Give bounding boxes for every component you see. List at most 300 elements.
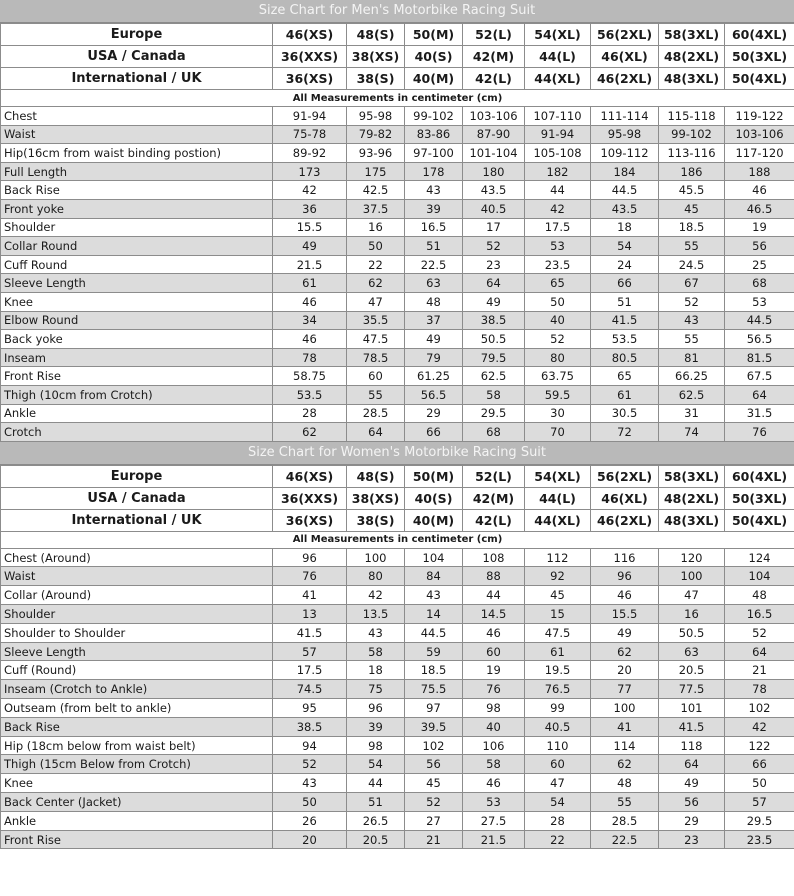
measurement-value: 120 [659, 548, 725, 567]
measurement-label: Cuff (Round) [1, 661, 273, 680]
measurement-value: 175 [347, 162, 405, 181]
measurement-value: 56 [659, 793, 725, 812]
measurement-value: 47 [525, 774, 591, 793]
measurement-value: 41 [591, 717, 659, 736]
size-header-cell: 52(L) [463, 465, 525, 487]
measurement-value: 74 [659, 423, 725, 442]
measurement-value: 29.5 [725, 811, 794, 830]
measurement-value: 54 [525, 793, 591, 812]
measurement-value: 57 [725, 793, 794, 812]
size-header-cell: 44(XL) [525, 68, 591, 90]
measurement-value: 95 [273, 699, 347, 718]
measurement-value: 19.5 [525, 661, 591, 680]
size-header-cell: 50(M) [405, 24, 463, 46]
measurement-value: 56 [405, 755, 463, 774]
measurement-value: 101 [659, 699, 725, 718]
measurement-value: 76.5 [525, 680, 591, 699]
measurement-value: 42 [347, 586, 405, 605]
size-header-cell: 48(3XL) [659, 68, 725, 90]
measurement-value: 22 [525, 830, 591, 849]
measurement-value: 98 [347, 736, 405, 755]
measurement-value: 24.5 [659, 255, 725, 274]
measurement-value: 23 [659, 830, 725, 849]
measurement-value: 55 [659, 237, 725, 256]
measurement-value: 41 [273, 586, 347, 605]
measurement-value: 42.5 [347, 181, 405, 200]
measurement-label: Outseam (from belt to ankle) [1, 699, 273, 718]
measurement-value: 17.5 [273, 661, 347, 680]
measurement-row [1, 274, 794, 293]
measurement-value: 18 [347, 661, 405, 680]
measurement-value: 56.5 [405, 385, 463, 404]
measurement-value: 81.5 [725, 348, 794, 367]
size-header-cell: 50(4XL) [725, 68, 794, 90]
measurement-value: 60 [347, 367, 405, 386]
measurement-value: 80.5 [591, 348, 659, 367]
men-size-chart [0, 0, 794, 442]
measurement-value: 116 [591, 548, 659, 567]
measurement-value: 61 [273, 274, 347, 293]
measurement-value: 26 [273, 811, 347, 830]
measurement-row [1, 199, 794, 218]
measurement-value: 103-106 [725, 125, 794, 144]
size-header-cell: 38(S) [347, 68, 405, 90]
measurement-value: 96 [273, 548, 347, 567]
measurement-value: 44.5 [591, 181, 659, 200]
measurement-row [1, 385, 794, 404]
measurement-value: 48 [405, 292, 463, 311]
measurement-value: 21 [405, 830, 463, 849]
size-header-cell: 36(XXS) [273, 46, 347, 68]
measurement-value: 53 [463, 793, 525, 812]
measurement-label: Inseam (Crotch to Ankle) [1, 680, 273, 699]
measurement-value: 37.5 [347, 199, 405, 218]
measurement-value: 16.5 [405, 218, 463, 237]
measurement-value: 100 [591, 699, 659, 718]
measurement-value: 80 [347, 567, 405, 586]
size-header-cell: 60(4XL) [725, 465, 794, 487]
measurement-value: 50 [525, 292, 591, 311]
measurement-row [1, 830, 794, 849]
size-header-row [1, 465, 794, 487]
measurement-value: 27.5 [463, 811, 525, 830]
measurement-value: 28.5 [347, 404, 405, 423]
measurement-value: 46.5 [725, 199, 794, 218]
women-chart-title: Size Chart for Women's Motorbike Racing Suit [0, 442, 794, 465]
size-header-row [1, 487, 794, 509]
measurement-value: 24 [591, 255, 659, 274]
measurement-value: 101-104 [463, 144, 525, 163]
measurement-value: 112 [525, 548, 591, 567]
measurement-label: Collar Round [1, 237, 273, 256]
measurement-row [1, 699, 794, 718]
women-size-chart [0, 442, 794, 850]
measurement-value: 22.5 [591, 830, 659, 849]
size-header-cell: 42(L) [463, 68, 525, 90]
measurement-value: 53.5 [273, 385, 347, 404]
measurement-row [1, 144, 794, 163]
measurement-value: 103-106 [463, 107, 525, 126]
measurement-label: Knee [1, 292, 273, 311]
measurement-value: 113-116 [659, 144, 725, 163]
size-header-row [1, 509, 794, 531]
measurement-value: 67 [659, 274, 725, 293]
measurement-row [1, 755, 794, 774]
measurement-label: Shoulder [1, 218, 273, 237]
measurement-value: 72 [591, 423, 659, 442]
measurement-value: 62 [591, 755, 659, 774]
size-header-cell: 44(XL) [525, 509, 591, 531]
measurement-row [1, 237, 794, 256]
measurement-value: 30 [525, 404, 591, 423]
women-size-table [0, 465, 794, 850]
measurement-value: 63 [659, 642, 725, 661]
measurement-value: 16 [659, 605, 725, 624]
size-header-cell: 38(XS) [347, 46, 405, 68]
measurement-row [1, 586, 794, 605]
measurement-value: 23 [463, 255, 525, 274]
measurement-row [1, 125, 794, 144]
measurement-value: 45 [405, 774, 463, 793]
measurement-value: 26.5 [347, 811, 405, 830]
measurement-value: 14.5 [463, 605, 525, 624]
measurement-value: 77 [591, 680, 659, 699]
measurement-row [1, 367, 794, 386]
measurement-value: 13 [273, 605, 347, 624]
units-note: All Measurements in centimeter (cm) [1, 531, 794, 548]
measurement-label: Hip (18cm below from waist belt) [1, 736, 273, 755]
measurement-row [1, 292, 794, 311]
measurement-value: 84 [405, 567, 463, 586]
size-header-cell: 48(2XL) [659, 46, 725, 68]
measurement-value: 99-102 [405, 107, 463, 126]
measurement-value: 98 [463, 699, 525, 718]
measurement-value: 108 [463, 548, 525, 567]
measurement-value: 28 [273, 404, 347, 423]
measurement-value: 114 [591, 736, 659, 755]
size-system-label: USA / Canada [1, 487, 273, 509]
measurement-value: 46 [273, 330, 347, 349]
measurement-row [1, 404, 794, 423]
measurement-value: 41.5 [591, 311, 659, 330]
measurement-value: 28.5 [591, 811, 659, 830]
size-header-cell: 44(L) [525, 487, 591, 509]
measurement-value: 92 [525, 567, 591, 586]
measurement-value: 46 [273, 292, 347, 311]
measurement-value: 59 [405, 642, 463, 661]
measurement-value: 78.5 [347, 348, 405, 367]
measurement-value: 44 [347, 774, 405, 793]
measurement-value: 23.5 [725, 830, 794, 849]
measurement-value: 43 [405, 586, 463, 605]
measurement-value: 64 [347, 423, 405, 442]
measurement-value: 16 [347, 218, 405, 237]
measurement-value: 21 [725, 661, 794, 680]
measurement-value: 31 [659, 404, 725, 423]
measurement-label: Thigh (15cm Below from Crotch) [1, 755, 273, 774]
measurement-value: 48 [725, 586, 794, 605]
measurement-value: 58 [463, 385, 525, 404]
size-header-cell: 50(4XL) [725, 509, 794, 531]
measurement-value: 50.5 [659, 623, 725, 642]
measurement-value: 45 [659, 199, 725, 218]
measurement-value: 54 [347, 755, 405, 774]
measurement-value: 43 [273, 774, 347, 793]
measurement-value: 49 [591, 623, 659, 642]
measurement-value: 79 [405, 348, 463, 367]
measurement-value: 46 [463, 774, 525, 793]
measurement-value: 48 [591, 774, 659, 793]
measurement-value: 28 [525, 811, 591, 830]
measurement-value: 61 [591, 385, 659, 404]
measurement-value: 76 [273, 567, 347, 586]
size-header-cell: 36(XXS) [273, 487, 347, 509]
measurement-value: 46 [725, 181, 794, 200]
measurement-value: 22.5 [405, 255, 463, 274]
measurement-value: 91-94 [273, 107, 347, 126]
size-header-cell: 40(S) [405, 487, 463, 509]
measurement-value: 43 [405, 181, 463, 200]
measurement-value: 100 [347, 548, 405, 567]
measurement-value: 43.5 [463, 181, 525, 200]
measurement-value: 15 [525, 605, 591, 624]
size-header-cell: 46(XL) [591, 46, 659, 68]
measurement-value: 119-122 [725, 107, 794, 126]
measurement-value: 66 [725, 755, 794, 774]
measurement-value: 20 [273, 830, 347, 849]
size-header-cell: 54(XL) [525, 465, 591, 487]
measurement-label: Inseam [1, 348, 273, 367]
measurement-value: 66.25 [659, 367, 725, 386]
measurement-value: 51 [347, 793, 405, 812]
measurement-value: 53.5 [591, 330, 659, 349]
size-header-cell: 42(M) [463, 46, 525, 68]
measurement-label: Hip(16cm from waist binding postion) [1, 144, 273, 163]
size-header-cell: 46(XS) [273, 24, 347, 46]
measurement-value: 96 [591, 567, 659, 586]
measurement-value: 62 [273, 423, 347, 442]
measurement-value: 91-94 [525, 125, 591, 144]
size-header-cell: 48(S) [347, 465, 405, 487]
measurement-value: 15.5 [591, 605, 659, 624]
measurement-label: Back Rise [1, 181, 273, 200]
size-header-row [1, 68, 794, 90]
measurement-value: 19 [725, 218, 794, 237]
measurement-value: 21.5 [273, 255, 347, 274]
measurement-row [1, 567, 794, 586]
measurement-value: 50 [273, 793, 347, 812]
measurement-value: 43 [659, 311, 725, 330]
measurement-value: 66 [405, 423, 463, 442]
measurement-value: 64 [725, 642, 794, 661]
measurement-value: 52 [525, 330, 591, 349]
measurement-value: 56 [725, 237, 794, 256]
measurement-value: 93-96 [347, 144, 405, 163]
size-header-cell: 38(XS) [347, 487, 405, 509]
size-header-cell: 50(3XL) [725, 46, 794, 68]
measurement-value: 49 [405, 330, 463, 349]
measurement-value: 55 [591, 793, 659, 812]
measurement-value: 186 [659, 162, 725, 181]
measurement-value: 115-118 [659, 107, 725, 126]
measurement-label: Shoulder to Shoulder [1, 623, 273, 642]
measurement-value: 102 [725, 699, 794, 718]
measurement-value: 36 [273, 199, 347, 218]
measurement-value: 43.5 [591, 199, 659, 218]
measurement-row [1, 218, 794, 237]
measurement-value: 124 [725, 548, 794, 567]
measurement-label: Front Rise [1, 830, 273, 849]
measurement-value: 52 [463, 237, 525, 256]
measurement-value: 188 [725, 162, 794, 181]
measurement-value: 99-102 [659, 125, 725, 144]
measurement-value: 96 [347, 699, 405, 718]
size-header-cell: 52(L) [463, 24, 525, 46]
measurement-value: 180 [463, 162, 525, 181]
measurement-value: 55 [347, 385, 405, 404]
measurement-value: 25 [725, 255, 794, 274]
measurement-label: Chest [1, 107, 273, 126]
measurement-value: 27 [405, 811, 463, 830]
size-header-row [1, 46, 794, 68]
measurement-row [1, 811, 794, 830]
measurement-label: Back Rise [1, 717, 273, 736]
measurement-value: 65 [591, 367, 659, 386]
size-header-cell: 58(3XL) [659, 465, 725, 487]
size-header-cell: 60(4XL) [725, 24, 794, 46]
measurement-label: Back yoke [1, 330, 273, 349]
measurement-value: 47 [659, 586, 725, 605]
measurement-label: Elbow Round [1, 311, 273, 330]
measurement-value: 20.5 [347, 830, 405, 849]
measurement-value: 17 [463, 218, 525, 237]
measurement-label: Collar (Around) [1, 586, 273, 605]
measurement-value: 21.5 [463, 830, 525, 849]
size-header-cell: 54(XL) [525, 24, 591, 46]
measurement-value: 83-86 [405, 125, 463, 144]
measurement-value: 44 [525, 181, 591, 200]
size-system-label: Europe [1, 465, 273, 487]
measurement-value: 15.5 [273, 218, 347, 237]
measurement-value: 64 [659, 755, 725, 774]
measurement-value: 47.5 [347, 330, 405, 349]
measurement-value: 23.5 [525, 255, 591, 274]
measurement-value: 49 [273, 237, 347, 256]
size-header-cell: 46(2XL) [591, 509, 659, 531]
measurement-row [1, 661, 794, 680]
measurement-value: 50.5 [463, 330, 525, 349]
measurement-label: Front Rise [1, 367, 273, 386]
measurement-value: 46 [591, 586, 659, 605]
measurement-value: 182 [525, 162, 591, 181]
measurement-value: 65 [525, 274, 591, 293]
measurement-value: 54 [591, 237, 659, 256]
size-header-cell: 56(2XL) [591, 465, 659, 487]
measurement-value: 184 [591, 162, 659, 181]
measurement-value: 53 [525, 237, 591, 256]
measurement-value: 57 [273, 642, 347, 661]
measurement-value: 62 [347, 274, 405, 293]
measurement-value: 89-92 [273, 144, 347, 163]
measurement-value: 42 [525, 199, 591, 218]
measurement-value: 42 [725, 717, 794, 736]
measurement-row [1, 330, 794, 349]
measurement-value: 40 [463, 717, 525, 736]
measurement-value: 29 [659, 811, 725, 830]
measurement-value: 109-112 [591, 144, 659, 163]
measurement-value: 34 [273, 311, 347, 330]
measurement-value: 61.25 [405, 367, 463, 386]
measurement-value: 80 [525, 348, 591, 367]
measurement-value: 60 [463, 642, 525, 661]
measurement-value: 78 [273, 348, 347, 367]
measurement-value: 75 [347, 680, 405, 699]
size-header-cell: 36(XS) [273, 509, 347, 531]
measurement-value: 46 [463, 623, 525, 642]
measurement-label: Ankle [1, 811, 273, 830]
size-header-cell: 58(3XL) [659, 24, 725, 46]
measurement-value: 68 [463, 423, 525, 442]
measurement-value: 118 [659, 736, 725, 755]
measurement-value: 105-108 [525, 144, 591, 163]
measurement-value: 106 [463, 736, 525, 755]
measurement-value: 18.5 [659, 218, 725, 237]
measurement-value: 55 [659, 330, 725, 349]
size-system-label: USA / Canada [1, 46, 273, 68]
measurement-value: 95-98 [347, 107, 405, 126]
measurement-row [1, 605, 794, 624]
measurement-row [1, 717, 794, 736]
measurement-value: 67.5 [725, 367, 794, 386]
measurement-value: 20.5 [659, 661, 725, 680]
measurement-value: 62 [591, 642, 659, 661]
measurement-value: 87-90 [463, 125, 525, 144]
measurement-value: 62.5 [463, 367, 525, 386]
measurement-value: 29.5 [463, 404, 525, 423]
measurement-value: 117-120 [725, 144, 794, 163]
measurement-value: 58.75 [273, 367, 347, 386]
size-header-cell: 46(XS) [273, 465, 347, 487]
measurement-value: 104 [405, 548, 463, 567]
measurement-row [1, 623, 794, 642]
measurement-row [1, 642, 794, 661]
men-size-table [0, 23, 794, 442]
measurement-row [1, 162, 794, 181]
measurement-value: 59.5 [525, 385, 591, 404]
measurement-value: 178 [405, 162, 463, 181]
measurement-value: 70 [525, 423, 591, 442]
measurement-value: 40.5 [463, 199, 525, 218]
measurement-value: 88 [463, 567, 525, 586]
size-header-cell: 48(S) [347, 24, 405, 46]
measurement-label: Shoulder [1, 605, 273, 624]
measurement-label: Full Length [1, 162, 273, 181]
measurement-value: 40.5 [525, 717, 591, 736]
size-header-cell: 40(M) [405, 509, 463, 531]
measurement-value: 61 [525, 642, 591, 661]
measurement-label: Cuff Round [1, 255, 273, 274]
measurement-label: Knee [1, 774, 273, 793]
measurement-label: Waist [1, 567, 273, 586]
measurement-value: 14 [405, 605, 463, 624]
measurement-value: 49 [659, 774, 725, 793]
measurement-value: 38.5 [463, 311, 525, 330]
measurement-value: 44 [463, 586, 525, 605]
measurement-label: Crotch [1, 423, 273, 442]
measurement-row [1, 736, 794, 755]
measurement-value: 63.75 [525, 367, 591, 386]
measurement-value: 17.5 [525, 218, 591, 237]
